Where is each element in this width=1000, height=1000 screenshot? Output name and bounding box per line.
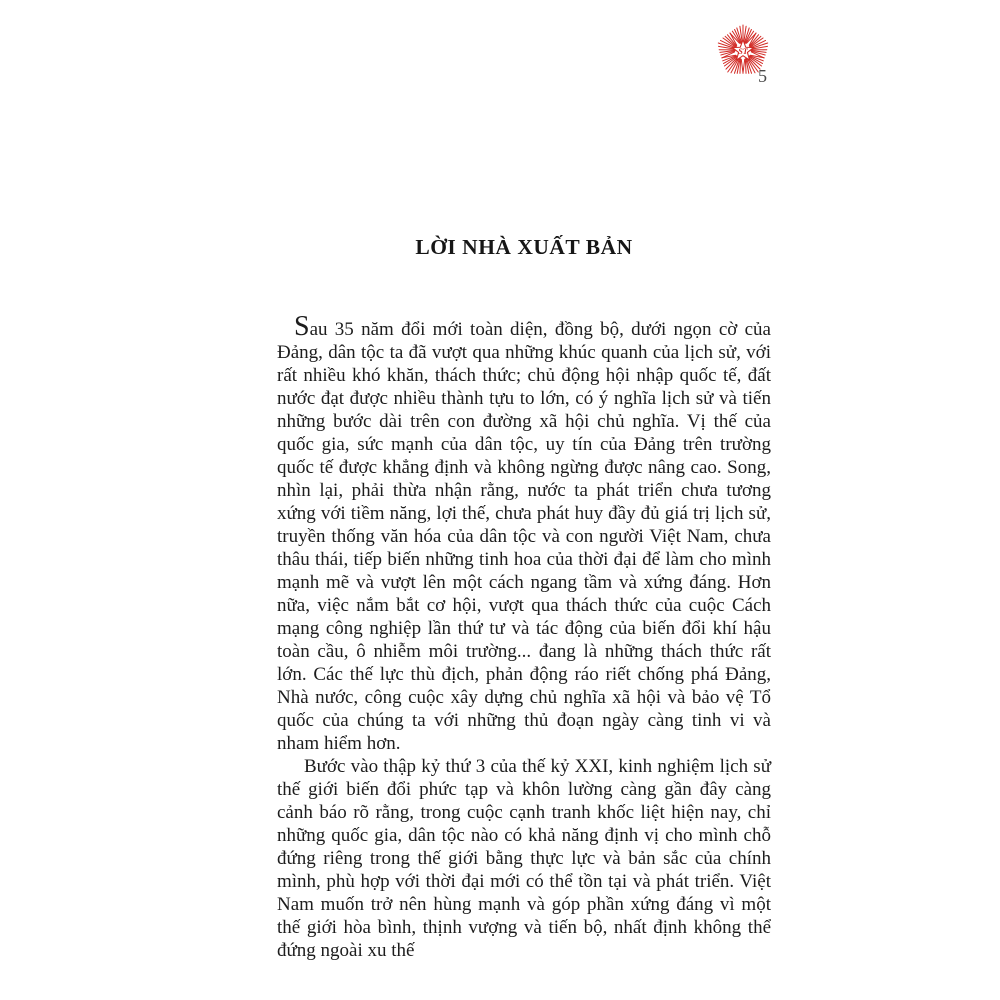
body-text — [277, 313, 771, 962]
paragraph: Sau 35 năm đổi mới toàn diện, đồng bộ, dưới ngọn cờ của Đảng, dân tộc ta đã vượt qua những khúc quanh của lịch sử, với rất nhiều khó khăn, thách thức; chủ động hội nhập quốc tế, đất nước đạt được nhiều thành tựu to lớn, có ý nghĩa lịch sử và tiến những bước dài trên con đường xã hội chủ nghĩa. Vị thế của quốc gia, sức mạnh của dân tộc, uy tín của Đảng trên trường quốc tế được khẳng định và không ngừng được nâng cao. Song, nhìn lại, phải thừa nhận rằng, nước ta phát triển chưa tương xứng với tiềm năng, lợi thế, chưa phát huy đầy đủ giá trị lịch sử, truyền thống văn hóa của dân tộc và con người Việt Nam, chưa thâu thái, tiếp biến những tinh hoa của thời đại để làm cho mình mạnh mẽ và vượt lên một cách ngang tầm và xứng đáng. Hơn nữa, việc nắm bắt cơ hội, vượt qua thách thức của cuộc Cách mạng công nghiệp lần thứ tư và tác động của biến đổi khí hậu toàn cầu, ô nhiễm môi trường... đang là những thách thức rất lớn. Các thế lực thù địch, phản động ráo riết chống phá Đảng, Nhà nước, công cuộc xây dựng chủ nghĩa xã hội và bảo vệ Tổ quốc của chúng ta với những thủ đoạn ngày càng tinh vi và nham hiểm hơn. — [277, 311, 771, 754]
logo-monogram: ST — [738, 46, 748, 56]
page-number: 5 — [758, 66, 767, 86]
page-title: LỜI NHÀ XUẤT BẢN — [415, 235, 633, 259]
paragraph: Bước vào thập kỷ thứ 3 của thế kỷ XXI, kinh nghiệm lịch sử thế giới biến đổi phức tạp và khôn lường càng gần đây càng cảnh báo rõ rằng, trong cuộc cạnh tranh khốc liệt hiện nay, chỉ những quốc gia, dân tộc nào có khả năng định vị cho mình chỗ đứng riêng trong thế giới bằng thực lực và bản sắc của chính mình, phù hợp với thời đại mới có thể tồn tại và phát triển. Việt Nam muốn trở nên hùng mạnh và góp phần xứng đáng vì một thế giới hòa bình, thịnh vượng và tiến bộ, nhất định không thể đứng ngoài xu thế — [277, 756, 771, 961]
